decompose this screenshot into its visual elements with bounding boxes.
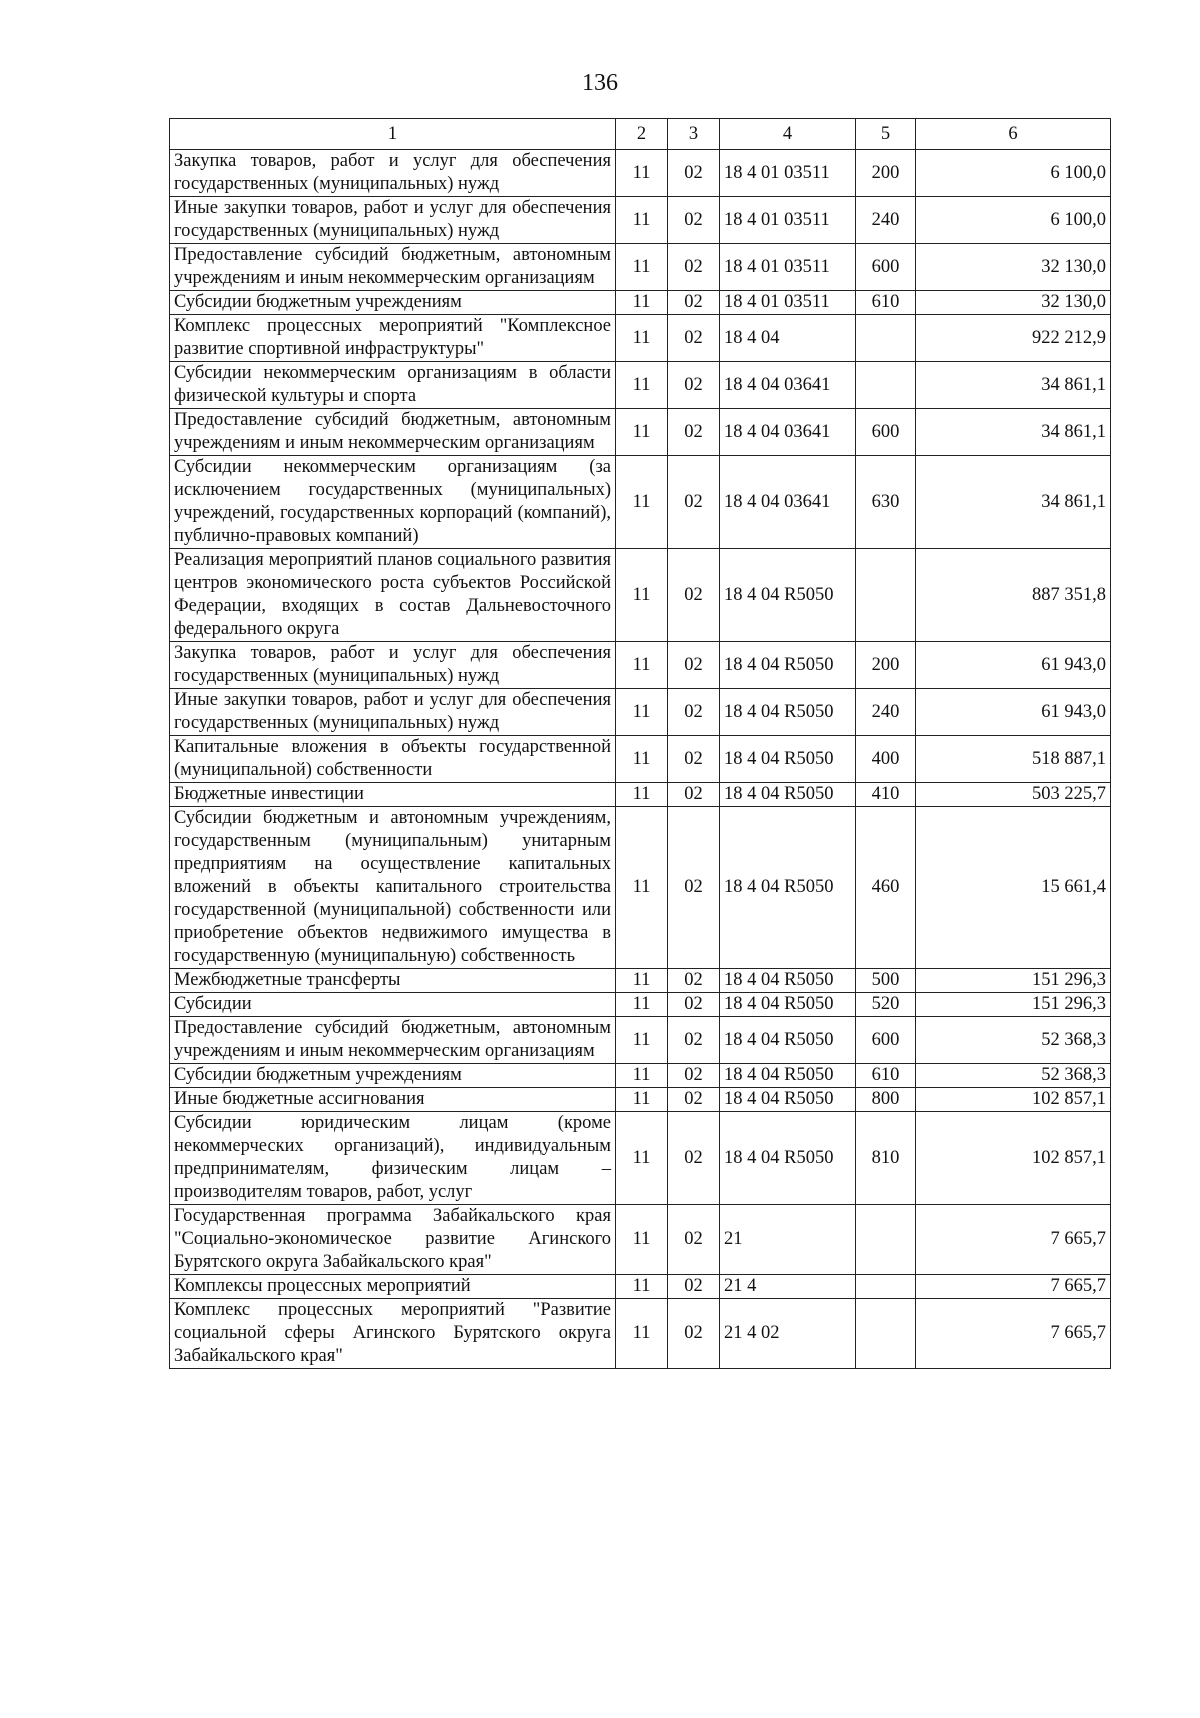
- row-amount: 34 861,1: [916, 456, 1111, 549]
- row-expense-type: 600: [856, 1017, 916, 1064]
- row-name: Реализация мероприятий планов социального развития центров экономического роста субъектов Российской Федерации, входящих в состав Дальневосточного федерального округа: [170, 549, 616, 642]
- row-section: 11: [616, 244, 668, 291]
- row-target-code: 18 4 01 03511: [720, 244, 856, 291]
- row-subsection: 02: [668, 244, 720, 291]
- row-expense-type: 600: [856, 244, 916, 291]
- row-target-code: 18 4 01 03511: [720, 197, 856, 244]
- row-section: 11: [616, 456, 668, 549]
- row-section: 11: [616, 1064, 668, 1088]
- table-row: [170, 783, 1111, 807]
- row-name: Предоставление субсидий бюджетным, автономным учреждениям и иным некоммерческим организациям: [170, 409, 616, 456]
- budget-table: [169, 118, 1111, 1369]
- table-row: [170, 993, 1111, 1017]
- row-expense-type: [856, 1275, 916, 1299]
- row-subsection: 02: [668, 642, 720, 689]
- row-expense-type: 810: [856, 1112, 916, 1205]
- row-target-code: 18 4 04 R5050: [720, 736, 856, 783]
- row-target-code: 18 4 04 03641: [720, 409, 856, 456]
- row-target-code: 18 4 04: [720, 315, 856, 362]
- row-target-code: 18 4 01 03511: [720, 291, 856, 315]
- row-target-code: 18 4 04 R5050: [720, 993, 856, 1017]
- row-section: 11: [616, 689, 668, 736]
- row-amount: 503 225,7: [916, 783, 1111, 807]
- row-section: 11: [616, 150, 668, 197]
- header-col-4: 4: [720, 119, 856, 150]
- row-amount: 7 665,7: [916, 1205, 1111, 1275]
- row-expense-type: [856, 1299, 916, 1369]
- row-subsection: 02: [668, 783, 720, 807]
- table-row: [170, 969, 1111, 993]
- header-row: [170, 119, 1111, 150]
- row-section: 11: [616, 736, 668, 783]
- row-target-code: 18 4 04 R5050: [720, 783, 856, 807]
- row-target-code: 21: [720, 1205, 856, 1275]
- row-name: Комплексы процессных мероприятий: [170, 1275, 616, 1299]
- row-subsection: 02: [668, 1275, 720, 1299]
- row-expense-type: 800: [856, 1088, 916, 1112]
- row-section: 11: [616, 1205, 668, 1275]
- row-expense-type: 500: [856, 969, 916, 993]
- row-expense-type: 610: [856, 291, 916, 315]
- row-target-code: 18 4 04 R5050: [720, 1088, 856, 1112]
- row-subsection: 02: [668, 1088, 720, 1112]
- header-col-2: 2: [616, 119, 668, 150]
- row-name: Иные закупки товаров, работ и услуг для обеспечения государственных (муниципальных) нужд: [170, 689, 616, 736]
- row-amount: 6 100,0: [916, 150, 1111, 197]
- row-amount: 34 861,1: [916, 409, 1111, 456]
- row-name: Субсидии юридическим лицам (кроме некоммерческих организаций), индивидуальным предпринимателям, физическим лицам – производителям товаров, работ, услуг: [170, 1112, 616, 1205]
- row-name: Закупка товаров, работ и услуг для обеспечения государственных (муниципальных) нужд: [170, 150, 616, 197]
- row-name: Предоставление субсидий бюджетным, автономным учреждениям и иным некоммерческим организациям: [170, 244, 616, 291]
- row-name: Субсидии бюджетным учреждениям: [170, 291, 616, 315]
- table-row: [170, 362, 1111, 409]
- row-amount: 6 100,0: [916, 197, 1111, 244]
- row-section: 11: [616, 549, 668, 642]
- row-subsection: 02: [668, 1299, 720, 1369]
- table-row: [170, 409, 1111, 456]
- row-section: 11: [616, 1299, 668, 1369]
- row-name: Комплекс процессных мероприятий "Комплексное развитие спортивной инфраструктуры": [170, 315, 616, 362]
- row-section: 11: [616, 1088, 668, 1112]
- row-name: Капитальные вложения в объекты государственной (муниципальной) собственности: [170, 736, 616, 783]
- table-row: [170, 1275, 1111, 1299]
- table-row: [170, 549, 1111, 642]
- row-expense-type: 410: [856, 783, 916, 807]
- row-expense-type: 200: [856, 642, 916, 689]
- row-name: Иные закупки товаров, работ и услуг для обеспечения государственных (муниципальных) нужд: [170, 197, 616, 244]
- row-name: Предоставление субсидий бюджетным, автономным учреждениям и иным некоммерческим организациям: [170, 1017, 616, 1064]
- row-section: 11: [616, 197, 668, 244]
- row-subsection: 02: [668, 736, 720, 783]
- table-row: [170, 1112, 1111, 1205]
- row-name: Комплекс процессных мероприятий "Развитие социальной сферы Агинского Бурятского округа Забайкальского края": [170, 1299, 616, 1369]
- row-target-code: 18 4 04 R5050: [720, 549, 856, 642]
- row-target-code: 18 4 01 03511: [720, 150, 856, 197]
- table-row: [170, 456, 1111, 549]
- row-section: 11: [616, 969, 668, 993]
- table-row: [170, 1205, 1111, 1275]
- row-amount: 922 212,9: [916, 315, 1111, 362]
- row-expense-type: 400: [856, 736, 916, 783]
- row-name: Иные бюджетные ассигнования: [170, 1088, 616, 1112]
- row-subsection: 02: [668, 197, 720, 244]
- row-section: 11: [616, 1112, 668, 1205]
- row-target-code: 18 4 04 R5050: [720, 1017, 856, 1064]
- row-subsection: 02: [668, 456, 720, 549]
- row-expense-type: 460: [856, 807, 916, 969]
- row-subsection: 02: [668, 549, 720, 642]
- row-amount: 7 665,7: [916, 1299, 1111, 1369]
- row-name: Бюджетные инвестиции: [170, 783, 616, 807]
- row-subsection: 02: [668, 1205, 720, 1275]
- header-col-3: 3: [668, 119, 720, 150]
- row-name: Межбюджетные трансферты: [170, 969, 616, 993]
- row-expense-type: [856, 549, 916, 642]
- row-target-code: 18 4 04 03641: [720, 456, 856, 549]
- header-col-5: 5: [856, 119, 916, 150]
- table-row: [170, 1017, 1111, 1064]
- table-row: [170, 1088, 1111, 1112]
- row-section: 11: [616, 807, 668, 969]
- row-target-code: 21 4: [720, 1275, 856, 1299]
- row-amount: 102 857,1: [916, 1112, 1111, 1205]
- row-expense-type: 240: [856, 689, 916, 736]
- row-section: 11: [616, 993, 668, 1017]
- table-row: [170, 736, 1111, 783]
- row-subsection: 02: [668, 807, 720, 969]
- row-subsection: 02: [668, 1112, 720, 1205]
- row-amount: 61 943,0: [916, 689, 1111, 736]
- row-target-code: 21 4 02: [720, 1299, 856, 1369]
- row-expense-type: [856, 315, 916, 362]
- row-name: Субсидии некоммерческим организациям в области физической культуры и спорта: [170, 362, 616, 409]
- row-amount: 15 661,4: [916, 807, 1111, 969]
- row-section: 11: [616, 315, 668, 362]
- row-amount: 52 368,3: [916, 1017, 1111, 1064]
- row-section: 11: [616, 409, 668, 456]
- row-target-code: 18 4 04 R5050: [720, 1064, 856, 1088]
- table-row: [170, 197, 1111, 244]
- row-expense-type: [856, 362, 916, 409]
- row-subsection: 02: [668, 1064, 720, 1088]
- row-subsection: 02: [668, 150, 720, 197]
- table-body: [170, 150, 1111, 1369]
- table-row: [170, 291, 1111, 315]
- row-amount: 34 861,1: [916, 362, 1111, 409]
- row-amount: 52 368,3: [916, 1064, 1111, 1088]
- row-amount: 7 665,7: [916, 1275, 1111, 1299]
- row-subsection: 02: [668, 315, 720, 362]
- row-subsection: 02: [668, 689, 720, 736]
- row-expense-type: [856, 1205, 916, 1275]
- row-target-code: 18 4 04 R5050: [720, 1112, 856, 1205]
- row-target-code: 18 4 04 R5050: [720, 642, 856, 689]
- row-section: 11: [616, 291, 668, 315]
- row-expense-type: 600: [856, 409, 916, 456]
- table-row: [170, 150, 1111, 197]
- row-subsection: 02: [668, 409, 720, 456]
- row-amount: 151 296,3: [916, 993, 1111, 1017]
- row-subsection: 02: [668, 291, 720, 315]
- row-section: 11: [616, 1275, 668, 1299]
- row-amount: 102 857,1: [916, 1088, 1111, 1112]
- row-subsection: 02: [668, 969, 720, 993]
- table-row: [170, 689, 1111, 736]
- row-subsection: 02: [668, 1017, 720, 1064]
- row-target-code: 18 4 04 03641: [720, 362, 856, 409]
- row-name: Закупка товаров, работ и услуг для обеспечения государственных (муниципальных) нужд: [170, 642, 616, 689]
- table-row: [170, 315, 1111, 362]
- table-row: [170, 1299, 1111, 1369]
- table-row: [170, 1064, 1111, 1088]
- row-amount: 151 296,3: [916, 969, 1111, 993]
- row-amount: 32 130,0: [916, 244, 1111, 291]
- table-row: [170, 244, 1111, 291]
- row-expense-type: 610: [856, 1064, 916, 1088]
- row-name: Субсидии бюджетным и автономным учреждениям, государственным (муниципальным) унитарным предприятиям на осуществление капитальных вложений в объекты капитального строительства государственной (муниципальной) собственности или приобретение объектов недвижимого имущества в государственную (муниципальную) собственность: [170, 807, 616, 969]
- row-subsection: 02: [668, 362, 720, 409]
- table-row: [170, 642, 1111, 689]
- row-name: Субсидии бюджетным учреждениям: [170, 1064, 616, 1088]
- row-expense-type: 520: [856, 993, 916, 1017]
- row-target-code: 18 4 04 R5050: [720, 969, 856, 993]
- row-expense-type: 630: [856, 456, 916, 549]
- row-target-code: 18 4 04 R5050: [720, 807, 856, 969]
- row-name: Субсидии некоммерческим организациям (за исключением государственных (муниципальных) учреждений, государственных корпораций (компаний), публично-правовых компаний): [170, 456, 616, 549]
- header-col-1: 1: [170, 119, 616, 150]
- row-amount: 518 887,1: [916, 736, 1111, 783]
- row-target-code: 18 4 04 R5050: [720, 689, 856, 736]
- row-subsection: 02: [668, 993, 720, 1017]
- row-name: Государственная программа Забайкальского края "Социально-экономическое развитие Агинского Бурятского округа Забайкальского края": [170, 1205, 616, 1275]
- row-section: 11: [616, 783, 668, 807]
- header-col-6: 6: [916, 119, 1111, 150]
- row-amount: 887 351,8: [916, 549, 1111, 642]
- row-section: 11: [616, 362, 668, 409]
- row-expense-type: 240: [856, 197, 916, 244]
- row-amount: 61 943,0: [916, 642, 1111, 689]
- row-expense-type: 200: [856, 150, 916, 197]
- row-amount: 32 130,0: [916, 291, 1111, 315]
- row-section: 11: [616, 642, 668, 689]
- row-name: Субсидии: [170, 993, 616, 1017]
- page-number: 136: [582, 70, 618, 96]
- row-section: 11: [616, 1017, 668, 1064]
- table-row: [170, 807, 1111, 969]
